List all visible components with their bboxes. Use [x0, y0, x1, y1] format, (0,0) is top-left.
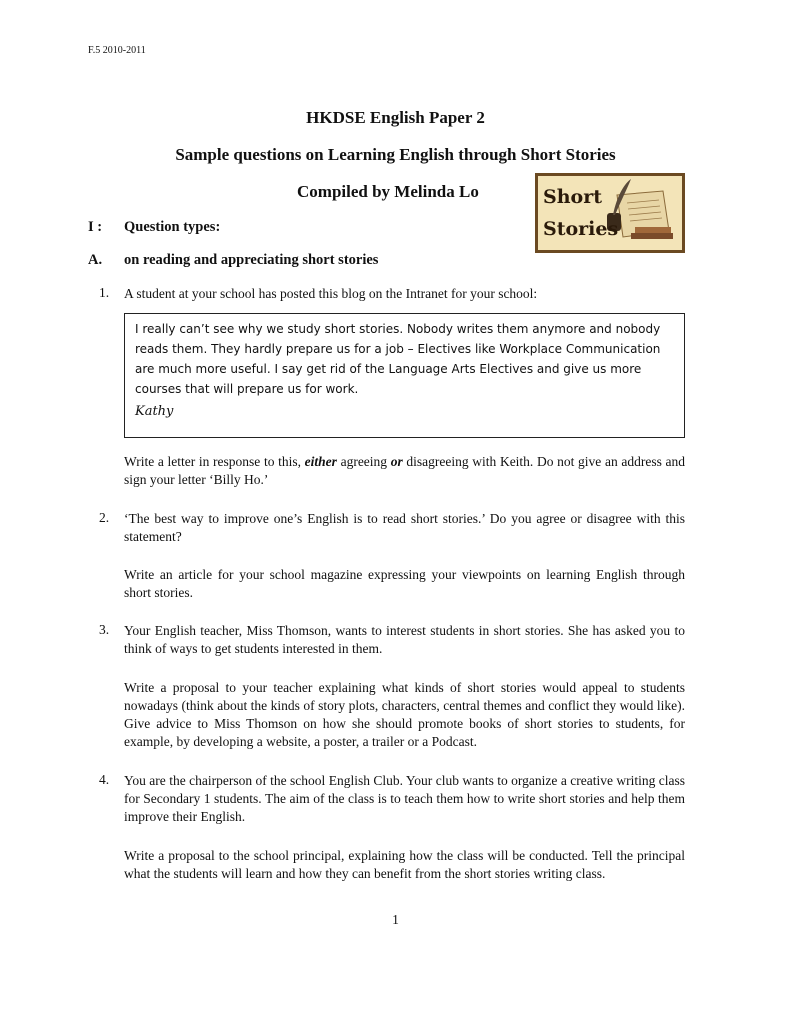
blog-post-text: I really can’t see why we study short stories. Nobody writes them anymore and nobody reads them. They hardly prepare us for a job – Electives like Workplace Communication are much more useful. I say get rid of the Language Arts Electives and give us more courses that will prepare us for work.	[135, 322, 661, 396]
question-3-task: Write a proposal to your teacher explaining what kinds of short stories would appeal to students nowadays (think about the kinds of story plots, characters, central themes and conflict they would like). Give advice to Miss Thomson on how she should promote books of short stories to students, for example, by developing a website, a poster, a trailer or a Podcast.	[124, 680, 685, 749]
blog-post-box	[124, 313, 685, 438]
question-1-task	[124, 453, 685, 489]
header-year: F.5 2010-2011	[88, 45, 146, 56]
section-a-title: on reading and appreciating short stories	[124, 252, 379, 268]
question-4-number: 4.	[99, 772, 110, 787]
question-2-number: 2.	[99, 510, 110, 525]
task-text: Write a letter in response to this,	[124, 454, 305, 469]
part-title: Question types:	[124, 219, 221, 235]
compiled-by: Compiled by Melinda Lo	[297, 182, 479, 201]
question-2-prompt: ‘The best way to improve one’s English is to read short stories.’ Do you agree or disagree with this statement?	[124, 511, 685, 544]
question-4-prompt: You are the chairperson of the school English Club. Your club wants to organize a creative writing class for Secondary 1 students. The aim of the class is to teach them how to write short stories and help them improve their English.	[124, 773, 685, 824]
question-2-task: Write an article for your school magazine expressing your viewpoints on learning English through short stories.	[124, 567, 685, 600]
task-text: disagreeing with Keith. Do not give an address and sign your letter ‘Billy Ho.’	[124, 454, 685, 487]
question-3-prompt: Your English teacher, Miss Thomson, wants to interest students in short stories. She has asked you to think of ways to get students interested in them.	[124, 623, 685, 656]
logo-line2: Stories	[543, 218, 619, 240]
section-a-label: A.	[88, 252, 103, 268]
page-number: 1	[392, 912, 399, 927]
short-stories-logo	[535, 173, 685, 253]
task-text: agreeing	[336, 454, 391, 469]
task-or-keyword: or	[390, 454, 403, 469]
task-either-keyword: either	[304, 454, 337, 469]
logo-line1: Short	[543, 186, 602, 208]
question-3-number: 3.	[99, 622, 110, 637]
question-1-number: 1.	[99, 285, 110, 300]
main-title: HKDSE English Paper 2	[306, 108, 485, 127]
question-4-task: Write a proposal to the school principal, explaining how the class will be conducted. Tell the principal what the students will learn and how they can benefit from the short stories writing class.	[124, 848, 685, 881]
sub-title: Sample questions on Learning English through Short Stories	[175, 145, 616, 164]
blog-signature: Kathy	[135, 404, 174, 419]
question-1-prompt: A student at your school has posted this blog on the Intranet for your school:	[124, 286, 538, 301]
part-label: I :	[88, 219, 103, 235]
